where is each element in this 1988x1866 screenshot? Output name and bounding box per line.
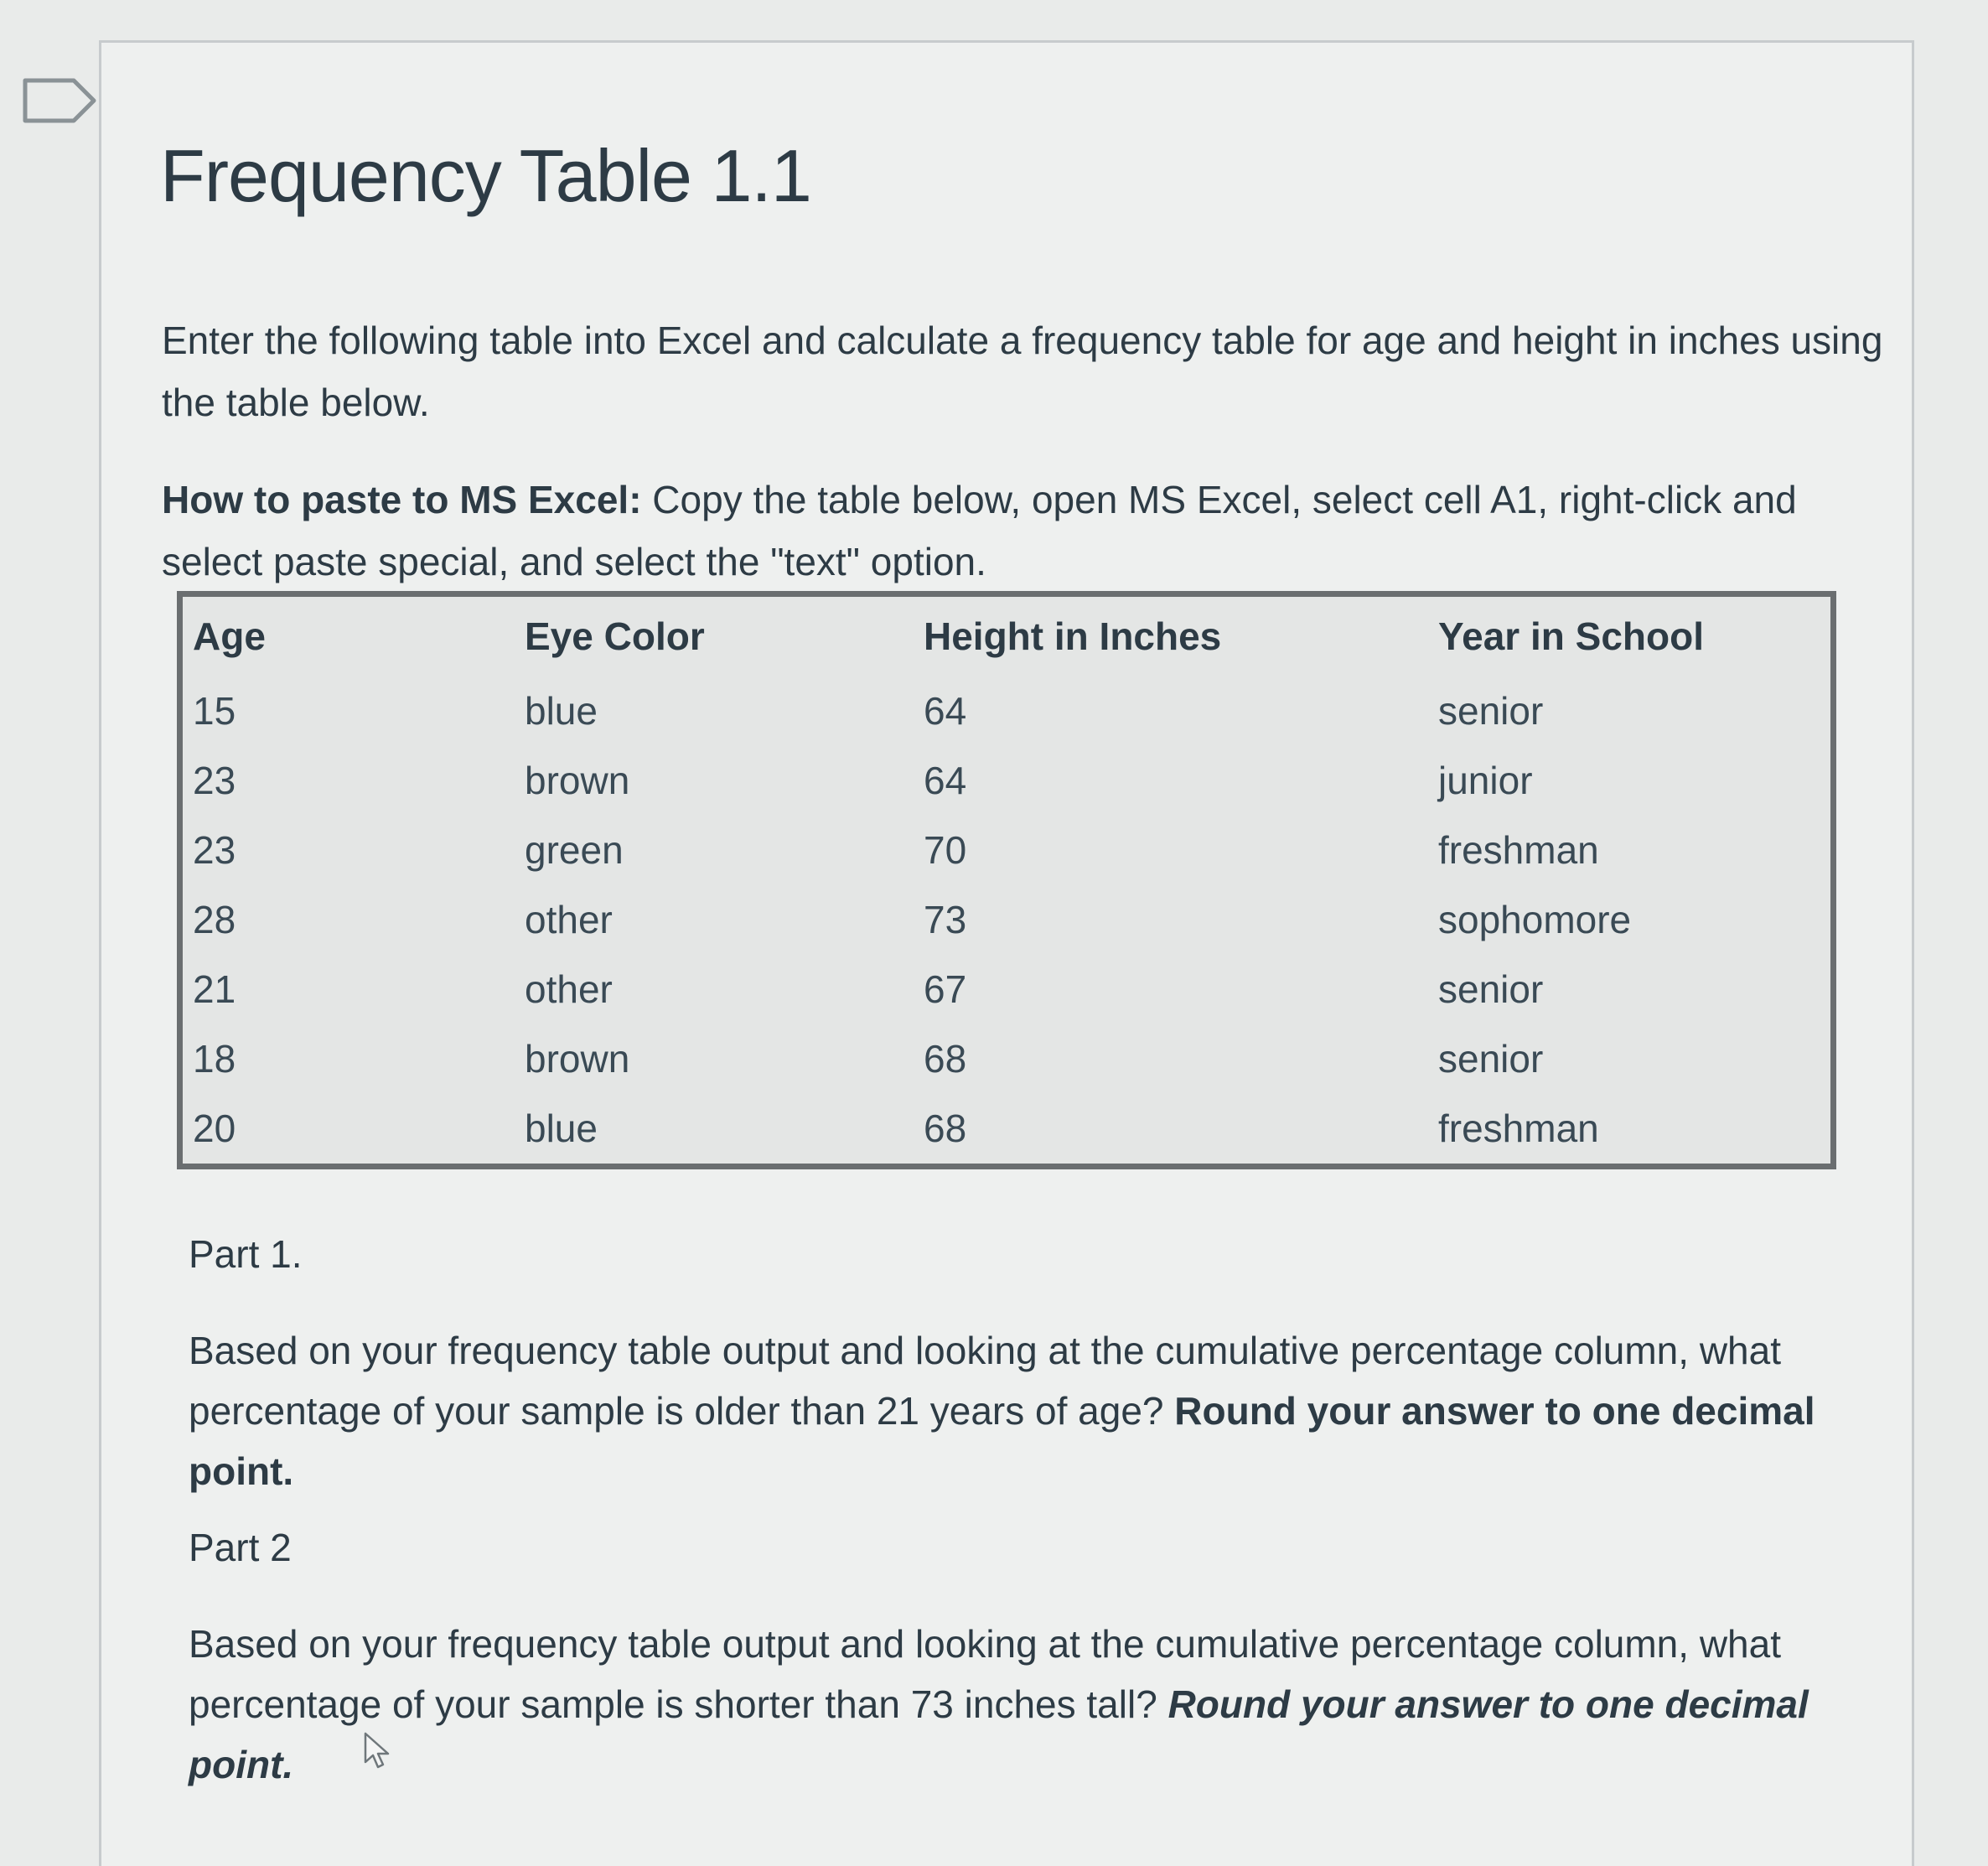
table-row [183,954,1830,1024]
part-2-instruction: Round your answer to one decimal point. [189,1682,1809,1786]
table-header-row [183,597,1830,676]
cell-eye-color: blue [525,688,598,733]
cell-height: 73 [924,897,967,941]
header-year: Year in School [1438,614,1704,658]
part-1-instruction: Round your answer to one decimal point. [189,1389,1815,1493]
cell-height: 68 [924,1036,967,1081]
cell-height: 64 [924,758,967,802]
header-height: Height in Inches [924,614,1222,658]
paste-instructions-label: How to paste to MS Excel: [162,478,642,521]
cell-eye-color: green [525,827,624,872]
intro-text: Enter the following table into Excel and calculate a frequency table for age and height in inches using the table below. [162,319,1883,424]
cell-age: 23 [193,758,236,802]
cell-year: senior [1438,1036,1544,1081]
question-panel [99,40,1914,1866]
header-age: Age [193,614,266,658]
data-table[interactable] [177,591,1836,1169]
table-row [183,1024,1830,1093]
cell-eye-color: other [525,897,613,941]
cell-age: 21 [193,967,236,1011]
part-2-question [189,1614,1915,1795]
cell-eye-color: brown [525,758,630,802]
table-row [183,1093,1830,1163]
cell-age: 15 [193,688,236,733]
cell-age: 23 [193,827,236,872]
cell-year: freshman [1438,827,1599,872]
cell-year: senior [1438,688,1544,733]
cell-height: 64 [924,688,967,733]
mouse-pointer-icon [362,1730,396,1770]
cell-height: 70 [924,827,967,872]
part-1-question [189,1320,1915,1501]
header-eye-color: Eye Color [525,614,705,658]
cell-eye-color: brown [525,1036,630,1081]
cell-eye-color: blue [525,1106,598,1150]
cell-year: senior [1438,967,1544,1011]
cell-age: 28 [193,897,236,941]
table-row [183,745,1830,815]
cell-year: freshman [1438,1106,1599,1150]
cell-eye-color: other [525,967,613,1011]
part-1-question-text: Based on your frequency table output and looking at the cumulative percentage column, what percentage of your sample is older than 21 years of age? [189,1329,1781,1433]
cell-year: junior [1438,758,1533,802]
cell-height: 68 [924,1106,967,1150]
cell-age: 20 [193,1106,236,1150]
page-title: Frequency Table 1.1 [160,134,811,217]
table-row [183,676,1830,745]
part-1-label: Part 1. [189,1232,303,1276]
table-row [183,884,1830,954]
part-2-label: Part 2 [189,1526,292,1569]
cell-year: sophomore [1438,897,1632,941]
table-row [183,815,1830,884]
bookmark-flag-icon[interactable] [22,77,99,124]
cell-age: 18 [193,1036,236,1081]
part-2-question-text: Based on your frequency table output and looking at the cumulative percentage column, what percentage of your sample is shorter than 73 inches tall? [189,1622,1781,1726]
paste-instructions-text: Copy the table below, open MS Excel, select cell A1, right-click and select paste special, and select the "text" option. [162,478,1797,583]
cell-height: 67 [924,967,967,1011]
paste-instructions [162,469,1905,593]
